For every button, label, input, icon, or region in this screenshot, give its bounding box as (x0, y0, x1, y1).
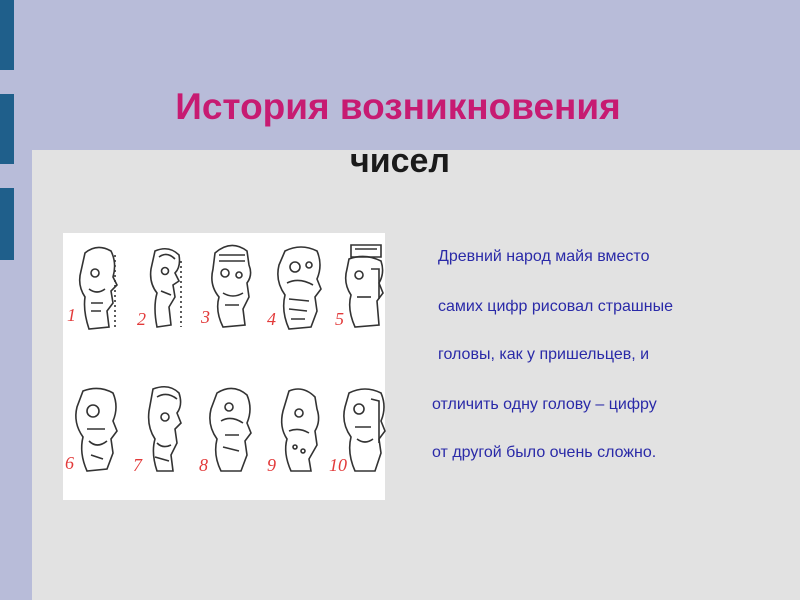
maya-head-glyph-7 (135, 383, 193, 479)
description-line-4: отличить одну голову – цифру (432, 396, 657, 413)
description-line-2: самих цифр рисовал страшные (438, 298, 673, 315)
glyph-numeral-2: 2 (137, 309, 146, 329)
glyph-numeral-6: 6 (65, 453, 74, 473)
maya-head-glyph-4 (269, 241, 327, 337)
glyph-numeral-8: 8 (199, 455, 208, 475)
glyph-numeral-1: 1 (67, 305, 76, 325)
maya-numerals-image (63, 233, 385, 500)
glyph-numeral-7: 7 (133, 455, 142, 475)
maya-head-glyph-8 (201, 383, 259, 479)
accent-bar-top (0, 0, 14, 70)
slide-title-line2: чисел (349, 142, 451, 180)
accent-bar-bottom (0, 188, 14, 260)
description-line-5: от другой было очень сложно. (432, 444, 657, 461)
description-line-3: головы, как у пришельцев, и (438, 346, 650, 363)
maya-head-glyph-6 (67, 383, 125, 479)
slide-title-line1: История возникновения (175, 86, 621, 127)
glyph-numeral-9: 9 (267, 455, 276, 475)
glyph-numeral-3: 3 (201, 307, 210, 327)
glyph-numeral-4: 4 (267, 309, 276, 329)
glyph-numeral-5: 5 (335, 309, 344, 329)
maya-head-glyph-9 (269, 383, 327, 479)
description-line-1: Древний народ майя вместо (438, 248, 650, 265)
glyph-numeral-10: 10 (329, 455, 347, 475)
